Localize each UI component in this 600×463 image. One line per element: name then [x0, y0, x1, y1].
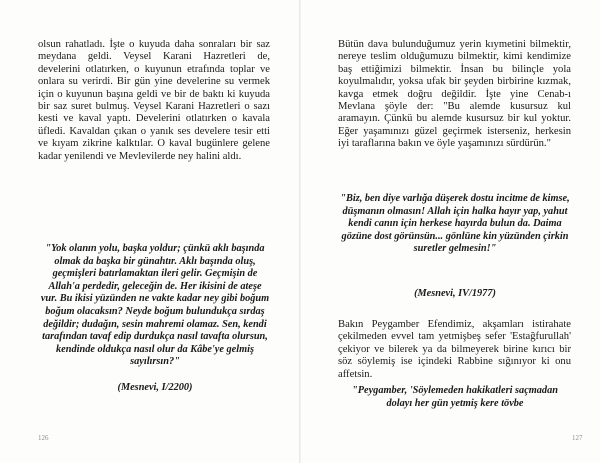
page-number: 127 [572, 434, 583, 442]
mesnevi-quote: "Yok olanın yolu, başka yoldur; çünkü aklı başında olmak da başka bir günahtır. Aklı başında oluş, geçmişleri batırlamaktan ileri gelir. Geçmişin de Allah'a perdedir, geleceğin de. Her ikisini de ateşe vur. Bu ikisi yüzünden ne vakte kadar ney gibi boğum boğum olacaksın? Neyde boğum bulundukça sırdaş değildir; dudağın, sesin mahremi olamaz. Sen, kendi tarafından tavaf edip durdukça nasıl tavafta olursun, kendinde oldukça nasıl olur da Kâbe'ye gelmiş sayılırsın?" [40, 243, 270, 368]
body-paragraph: Bütün dava bulunduğumuz yerin kıymetini bilmektir, nereye teslim olduğumuzu bilmektir, kimi kendimize baş ettiğimizi bilmektir. İnsan bu bilinçle yola koyulmalıdır, yoksa ufak bir şeyden birbirine kızmak, kavga etmek doğru değildir. İşte yine Cenab-ı Mevlana şöyle der: "Bu alemde kusursuz kul aramayın. Çünkü bu alemde kusursuz bir kul yoktur. Eğer yaşamınızı güzel geçirmek isterseniz, herkesin iyi taraflarına bakın ve öyle yaşamınızı sürdürün." [338, 39, 571, 150]
quote-source: (Mesnevi, IV/1977) [414, 288, 496, 299]
mesnevi-quote: "Biz, ben diye varlığa düşerek dostu incitme de kimse, düşmanın olmasın! Allah için halka hayır yap, yahut kendi canın için herkese hayırda bulun da. Daima gözüne dost görünsün... gönlüne kin yüzünden çirkin suretler gelmesin!" [340, 193, 570, 255]
quote-source: (Mesnevi, I/2200) [117, 382, 193, 393]
mesnevi-quote: "Peygamber, 'Söylemeden hakikatleri saçmadan dolayı her gün yetmiş kere tövbe [352, 385, 558, 409]
page-number: 126 [38, 434, 49, 442]
right-page [300, 0, 600, 463]
body-paragraph: olsun rahatladı. İşte o kuyuda daha sonraları bir saz meydana geldi. Veysel Karani Hazretleri de, develerini otlatırken, o kuyunun etrafında toplar ve onlara su verirdi. Bir gün yine develerine su vermek için o kuyunun başına geldi ve bir de baktı ki kuyuda bir saz suret bulmuş. Veysel Karani Hazretleri o sazı kesti ve kaval yaptı. Develerini otlatırken o kavala üfledi. Kavaldan çıkan o yanık ses develere tesir etti ve kıyam zikrine kalktılar. O kaval bugünlere gelene kadar yenilendi ve Mevlevilerde ney halini aldı. [38, 39, 270, 162]
body-paragraph: Bakın Peygamber Efendimiz, akşamları istirahate çekilmeden evvel tam yetmişbeş sefer 'Estağfurullah' çekiyor ve bilerek ya da bilmeyerek birine kırıcı bir söz söylemiş ise içindeki Rabbine sığınıyor ki onu affetsin. [338, 319, 571, 380]
